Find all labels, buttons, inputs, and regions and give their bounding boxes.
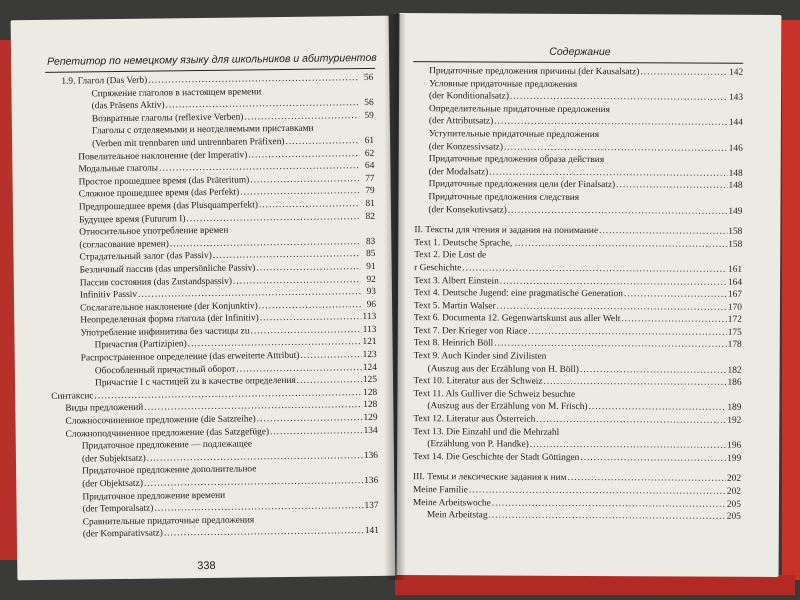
toc-entry-page: 141: [364, 526, 379, 537]
toc-entry-page: 175: [727, 327, 742, 338]
toc-entry-page: 82: [365, 211, 376, 222]
toc-entry-page: 158: [728, 239, 743, 250]
leader-dots: [154, 500, 363, 515]
toc-entry-page: 79: [365, 186, 375, 197]
toc-entry-title: Text 12. Literatur aus Österreich: [413, 414, 536, 425]
toc-entry-page: 124: [362, 362, 377, 373]
toc-entry-title: r Geschichte: [414, 262, 462, 274]
toc-entry-title: Относительное употребление времен: [79, 225, 229, 238]
leader-dots: [270, 425, 363, 439]
toc-entry-title: Придаточное предложение — подлежащее: [81, 439, 253, 452]
leader-dots: [543, 376, 726, 390]
toc-entry-page: 205: [726, 499, 741, 510]
toc-entry-page: 167: [727, 289, 743, 300]
toc-entry-page: 93: [366, 286, 377, 298]
toc-entry-title: (Erzählung von P. Handke): [427, 439, 529, 450]
leader-dots: [580, 452, 726, 465]
toc-entry-page: 143: [728, 92, 744, 103]
toc-entry-page: 186: [727, 377, 742, 389]
leader-dots: [616, 179, 727, 192]
left-page: [11, 16, 396, 581]
book-cover-edge-bottom: [395, 575, 795, 595]
toc-entry-title: Meine Arbeitswoche: [412, 497, 491, 509]
toc-entry-title: Text 14. Die Geschichte der Stadt Göttingen: [413, 451, 580, 463]
toc-entry-title: II. Тексты для чтения и задания на понимание: [414, 225, 599, 237]
table-of-contents: [413, 65, 743, 523]
toc-entry-title: Text 8. Heinrich Böll: [413, 338, 494, 349]
toc-entry-page: 121: [362, 337, 377, 348]
toc-entry-title: Простое прошедшее время (das Präteritum): [78, 175, 250, 188]
toc-entry-title: (der Konsekutivsatz): [428, 204, 507, 216]
toc-entry-title: 1.9. Глагол (Das Verb): [61, 75, 148, 87]
leader-dots: [492, 497, 726, 511]
leader-dots: [259, 299, 362, 313]
toc-entry-page: 56: [363, 72, 374, 84]
toc-entry-title: Повелительное наклонение (der Imperativ): [78, 150, 248, 163]
toc-entry-title: Сравнительные придаточные предложения: [82, 515, 255, 528]
leader-dots: [256, 261, 360, 275]
toc-entry-title: Сложное прошедшее время (das Perfekt): [78, 187, 240, 200]
toc-entry-page: 164: [727, 277, 743, 288]
leader-dots: [497, 300, 727, 314]
toc-entry-title: (der Konditionalsatz): [429, 91, 509, 102]
toc-entry-page: 61: [364, 135, 375, 146]
toc-entry-page: 192: [727, 415, 742, 426]
toc-entry-title: Text 10. Literatur aus der Schweiz: [413, 376, 543, 388]
toc-entry-page: 205: [726, 511, 741, 522]
leader-dots: [494, 338, 726, 352]
toc-entry-title: (der Attributsatz): [428, 116, 494, 127]
leader-dots: [621, 313, 727, 326]
toc-entry-page: 146: [728, 143, 743, 154]
toc-entry-title: Распространенное определение (das erweiterte Attribut): [80, 350, 300, 364]
toc-entry-page: 136: [364, 475, 379, 487]
leader-dots: [536, 414, 726, 428]
toc-entry-title: Употребление инфинитива без частицы zu: [80, 326, 250, 339]
toc-entry-page: 144: [728, 118, 743, 129]
toc-entry-title: Страдательный залог (das Passiv): [79, 251, 212, 263]
toc-entry-page: 129: [363, 412, 378, 424]
leader-dots: [164, 525, 364, 540]
toc-entry-title: Сложноподчиненное предложение (das Satzgefüge): [65, 426, 270, 440]
toc-entry-title: Уступительные придаточные предложения: [428, 129, 600, 141]
toc-entry-title: (das Präsens Aktiv): [91, 100, 165, 112]
toc-entry-page: 161: [728, 264, 743, 275]
toc-entry-title: Определительные придаточные предложения: [428, 103, 611, 115]
toc-entry-title: Text 13. Die Einzahl und die Mehrzahl: [413, 426, 560, 438]
leader-dots: [589, 401, 727, 414]
leader-dots: [508, 204, 728, 218]
toc-entry-title: Будущее время (Futurum I): [78, 213, 186, 226]
leader-dots: [528, 326, 727, 340]
toc-entry-page: 113: [362, 312, 377, 323]
leader-dots: [488, 510, 725, 524]
leader-dots: [640, 66, 728, 79]
toc-entry-title: (согласование времен): [79, 239, 169, 251]
toc-entry-page: 85: [366, 249, 376, 260]
toc-entry-page: 91: [366, 261, 376, 272]
toc-entry-title: Придаточное предложение времени: [82, 490, 226, 503]
toc-entry-title: Модальные глаголы: [78, 163, 159, 175]
toc-entry: [413, 509, 741, 523]
leader-dots: [500, 275, 727, 289]
toc-entry-title: Придаточное предложение дополнительное: [82, 464, 257, 477]
leader-dots: [260, 311, 362, 325]
toc-entry-title: Text 9. Auch Kinder sind Zivilisten: [413, 351, 547, 362]
toc-entry-page: 148: [728, 168, 743, 179]
toc-entry-title: Text 11. Als Gulliver die Schweiz besuchte: [413, 388, 576, 400]
toc-entry-title: Виды предложений: [65, 403, 144, 415]
toc-entry-title: (der Modalsatz): [428, 166, 489, 178]
leader-dots: [504, 141, 728, 155]
toc-entry-title: (Auszug aus der Erzählung von H. Böll): [427, 363, 579, 375]
toc-entry-title: (der Objektsatz): [82, 478, 143, 490]
leader-dots: [244, 110, 359, 124]
toc-entry-title: Спряжение глаголов в настоящем времени: [91, 86, 262, 99]
toc-entry-title: Возвратные глаголы (reflexive Verben): [91, 112, 244, 125]
leader-dots: [530, 439, 726, 453]
leader-dots: [494, 116, 728, 130]
header-rule: [413, 61, 743, 64]
toc-entry-title: (Auszug aus der Erzählung von M. Frisch): [427, 401, 588, 413]
toc-entry-title: Text 3. Albert Einstein: [414, 275, 499, 287]
toc-entry-title: Причастие I с частицей zu в качестве определения: [94, 376, 296, 389]
toc-entry-page: 202: [726, 486, 741, 497]
book-cover-edge-right: [782, 20, 800, 580]
toc-entry-page: 83: [365, 236, 376, 247]
toc-entry-page: 134: [363, 425, 378, 436]
leader-dots: [510, 91, 728, 105]
toc-entry-page: 142: [729, 67, 744, 78]
running-head: Репетитор по немецкому языку для школьников и абитуриентов: [47, 51, 377, 68]
toc-entry-page: 64: [364, 161, 375, 172]
toc-entry-title: Обособленный причастный оборот: [94, 364, 236, 376]
leader-dots: [285, 135, 359, 148]
toc-entry-title: Условные придаточные предложения: [429, 78, 578, 90]
toc-entry-title: Сложносочиненное предложение (die Satzreihe): [65, 414, 256, 427]
leader-dots: [144, 475, 363, 490]
leader-dots: [186, 211, 360, 226]
toc-entry-title: (der Konzessivsatz): [428, 141, 504, 153]
toc-entry-title: Безличный пассив (das unpersönliche Passiv): [79, 263, 256, 276]
toc-entry-title: (der Komparativsatz): [82, 528, 163, 540]
toc-entry-title: Text 6. Documenta 12. Gegenwartskunst aus aller Welt: [413, 313, 621, 325]
toc-entry-page: 196: [727, 440, 742, 452]
toc-entry-page: 149: [728, 206, 743, 217]
toc-entry-title: Придаточные предложения причины (der Kausalsatz): [429, 66, 640, 78]
toc-entry-title: Придаточные предложения образа действия: [428, 154, 605, 166]
toc-entry-page: 81: [365, 198, 375, 209]
toc-entry-page: 137: [364, 501, 379, 512]
toc-entry-page: 128: [363, 400, 378, 411]
leader-dots: [525, 237, 727, 251]
leader-dots: [259, 198, 360, 212]
toc-entry-page: 59: [364, 110, 374, 121]
toc-entry-title: Причастия (Partizipien): [94, 339, 187, 351]
toc-entry-title: Предпрошедшее время (das Plusquamperfekt): [78, 200, 258, 213]
toc-entry: [53, 525, 379, 542]
toc-entry-page: 199: [727, 453, 742, 464]
toc-entry-title: Text 4. Deutsche Jugend: eine pragmatische Generation: [413, 288, 623, 300]
toc-entry-title: Text 2. Die Lost de: [414, 250, 487, 261]
toc-entry-title: III. Темы и лексические задания к ним: [413, 472, 567, 484]
toc-entry-title: Text 7. Der Krieger von Riace: [413, 325, 528, 337]
toc-entry-page: 158: [728, 226, 743, 237]
toc-entry-page: 125: [362, 375, 378, 386]
toc-entry-title: Mein Arbeitstag: [426, 510, 488, 521]
toc-entry-title: Неопределенная форма глагола (der Infinitiv): [80, 313, 259, 326]
toc-entry-title: Придаточные предложения следствия: [428, 192, 580, 203]
toc-entry-page: 148: [728, 181, 743, 192]
toc-entry: [413, 451, 741, 465]
toc-entry-title: Глаголы с отделяемыми и неотделяемыми приставками: [91, 124, 314, 137]
toc-entry-page: 136: [363, 450, 379, 461]
toc-entry-title: Придаточные предложения цели (der Finalsatz): [428, 179, 616, 191]
toc-entry-title: Meine Familie: [412, 485, 468, 496]
toc-entry-page: 96: [366, 299, 377, 310]
leader-dots: [580, 364, 727, 377]
toc-entry-page: 170: [727, 302, 742, 313]
toc-entry-page: 189: [727, 403, 742, 414]
leader-dots: [300, 349, 361, 362]
toc-entry-page: 62: [364, 148, 375, 159]
toc-entry-title: (der Subjektsatz): [81, 453, 146, 465]
toc-entry-title: Text 5. Martin Walser: [413, 300, 496, 312]
book-gutter: [384, 14, 406, 580]
toc-entry-title: Сослагательное наклонение (der Konjunktiv): [80, 301, 258, 314]
toc-entry-title: (Verben mit trennbaren und untrennbaren Präfixen): [92, 136, 285, 150]
toc-entry-page: 123: [362, 349, 377, 361]
table-of-contents: [47, 72, 379, 542]
leader-dots: [624, 288, 727, 301]
leader-dots: [297, 374, 362, 387]
toc-entry-page: 77: [365, 173, 375, 184]
right-page: [397, 13, 782, 577]
toc-entry-title: Синтаксис: [51, 391, 94, 402]
toc-entry-page: 172: [727, 315, 742, 326]
toc-entry: [414, 204, 742, 218]
toc-entry-title: Пассив состояния (das Zustandspassiv): [79, 276, 233, 289]
leader-dots: [489, 166, 727, 180]
toc-entry-page: 56: [364, 98, 374, 109]
toc-entry-title: (der Temporalsatz): [82, 503, 154, 515]
toc-entry-title: Infinitiv Passiv: [79, 289, 138, 301]
toc-entry-page: 202: [726, 474, 742, 485]
running-head: Содержание: [549, 45, 611, 59]
leader-dots: [599, 225, 727, 238]
page-number: 338: [197, 559, 216, 573]
toc-entry-page: 128: [363, 387, 378, 398]
toc-entry-page: 182: [727, 365, 742, 376]
leader-dots: [568, 472, 726, 485]
toc-entry-page: 178: [727, 340, 742, 351]
toc-entry-title: Text 1. Deutsche Sprache, …: [414, 237, 525, 249]
toc-entry-page: 92: [366, 274, 376, 285]
toc-entry-page: 113: [362, 324, 377, 335]
